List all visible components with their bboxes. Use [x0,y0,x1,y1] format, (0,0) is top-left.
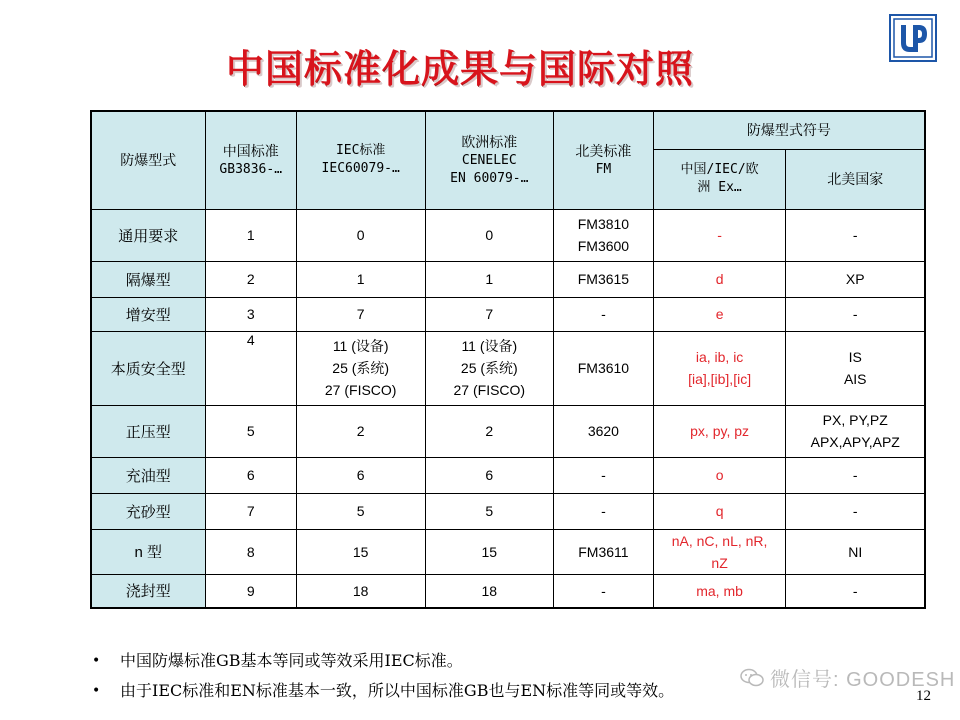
cell-eu [425,331,554,405]
cell-iec [296,457,425,493]
cell-type: 本质安全型 [91,331,205,405]
table-row [91,493,925,529]
cell-line: 7 [485,306,494,322]
table-row [91,209,925,261]
cell-line: 1 [356,271,365,287]
cell-line: - [601,503,606,519]
cell-na [554,297,654,331]
cell-line: 2 [485,423,494,439]
cell-symbol-ex [653,574,786,608]
cell-line: - [852,503,858,519]
cell-na [554,574,654,608]
cell-line: - [717,227,722,243]
cell-type: 增安型 [91,297,205,331]
slide-title: 中国标准化成果与国际对照 [225,47,694,91]
cell-symbol-ex [653,457,786,493]
cell-symbol-na [786,209,925,261]
cell-line: XP [845,271,865,287]
cell-symbol-ex [653,297,786,331]
cell-type: 充油型 [91,457,205,493]
cell-type: 充砂型 [91,493,205,529]
cell-line: nA, nC, nL, nR, [671,532,768,549]
wechat-icon [740,668,764,694]
cell-cn: 4 [205,331,296,405]
cell-line: 27 (FISCO) [324,382,397,398]
cell-line: 27 (FISCO) [453,382,526,398]
header-na-standard: 北美标准 FM [554,111,654,209]
cell-line: 25 (系统) [460,360,518,376]
cell-line: NI [848,543,863,560]
cell-eu [425,209,554,261]
cell-line: nZ [711,554,728,571]
cell-eu [425,493,554,529]
cell-cn: 2 [205,261,296,297]
cell-na [554,331,654,405]
cell-line: px, py, pz [690,423,750,439]
cell-line: 11 (设备) [461,338,518,354]
cell-na [554,405,654,457]
cell-type: 正压型 [91,405,205,457]
cell-line: - [852,467,858,483]
table-row [91,297,925,331]
header-iec-standard: IEC标准 IEC60079-… [296,111,425,209]
cell-iec [296,405,425,457]
cell-eu [425,457,554,493]
cell-cn: 5 [205,405,296,457]
cell-line: FM3611 [578,543,629,560]
cell-na [554,457,654,493]
cell-line: 7 [356,306,365,322]
cell-line: o [715,467,724,483]
cell-line: [ia],[ib],[ic] [688,371,752,387]
cell-symbol-na [786,493,925,529]
cell-line: 15 [481,543,498,560]
cell-line: 0 [356,227,365,243]
cell-symbol-ex [653,493,786,529]
cell-na [554,493,654,529]
cell-line: APX,APY,APZ [810,434,900,450]
cell-symbol-na [786,405,925,457]
table-row [91,529,925,574]
cell-eu [425,405,554,457]
table-row [91,574,925,608]
cell-line: AIS [843,371,867,387]
cell-line: 6 [485,467,494,483]
cell-cn: 1 [205,209,296,261]
cell-symbol-na [786,261,925,297]
header-symbol-group: 防爆型式符号 [653,111,925,149]
cell-line: IS [848,349,862,365]
cell-line: - [852,227,858,243]
cell-cn: 3 [205,297,296,331]
cell-line: ia, ib, ic [695,349,744,365]
cell-line: 25 (系统) [332,360,390,376]
cell-type: n 型 [91,529,205,574]
cell-line: 1 [485,271,494,287]
cell-na [554,261,654,297]
cell-na [554,209,654,261]
cell-line: 15 [352,543,369,560]
cell-line: 5 [356,503,365,519]
cell-line: PX, PY,PZ [822,412,888,428]
cell-symbol-ex [653,331,786,405]
cell-line: - [601,467,606,483]
cell-line: 18 [352,582,369,599]
cell-cn: 9 [205,574,296,608]
cell-symbol-ex [653,261,786,297]
bullet-icon: • [92,683,101,699]
cell-line: - [852,306,858,322]
cell-line: 0 [485,227,494,243]
cell-line: q [715,503,724,519]
cell-iec [296,331,425,405]
standards-comparison-table [90,110,926,609]
cell-line: e [715,306,724,322]
cell-line: 6 [356,467,365,483]
cell-iec [296,261,425,297]
header-type: 防爆型式 [91,111,205,209]
cell-line: d [715,271,724,287]
cell-symbol-na [786,529,925,574]
cell-symbol-na [786,331,925,405]
cell-line: - [852,582,858,599]
cell-eu [425,529,554,574]
cell-cn: 8 [205,529,296,574]
cell-symbol-na [786,297,925,331]
note-item: • 中国防爆标准GB基本等同或等效采用IEC标准。 [92,648,674,678]
notes-list [92,648,674,708]
cell-na [554,529,654,574]
note-item: • 由于IEC标准和EN标准基本一致，所以中国标准GB也与EN标准等同或等效。 [92,678,674,708]
header-symbol-na: 北美国家 [786,149,925,209]
cell-iec [296,529,425,574]
page-number: 12 [916,688,931,704]
cell-line: 2 [356,423,365,439]
cell-symbol-ex [653,405,786,457]
up-logo-icon [889,14,937,62]
cell-line: 3620 [587,423,619,439]
cell-line: 18 [481,582,498,599]
watermark: 微信号: GOODESH [740,663,955,694]
cell-line: 11 (设备) [332,338,389,354]
header-symbol-cn-iec-eu: 中国/IEC/欧 洲 Ex… [653,149,786,209]
cell-line: FM3615 [577,271,630,287]
cell-iec [296,574,425,608]
cell-type: 通用要求 [91,209,205,261]
cell-symbol-ex [653,209,786,261]
cell-line: FM3610 [577,360,630,376]
cell-type: 隔爆型 [91,261,205,297]
cell-line: - [601,582,606,599]
header-cn-standard: 中国标准 GB3836-… [205,111,296,209]
header-eu-standard: 欧洲标准 CENELEC EN 60079-… [425,111,554,209]
cell-iec [296,297,425,331]
bullet-icon: • [92,653,101,669]
cell-type: 浇封型 [91,574,205,608]
cell-cn: 7 [205,493,296,529]
cell-line: - [601,306,606,322]
cell-line: 5 [485,503,494,519]
cell-iec [296,493,425,529]
table-row [91,457,925,493]
cell-line: ma, mb [696,582,743,599]
table-row [91,405,925,457]
cell-eu [425,574,554,608]
cell-symbol-na [786,574,925,608]
cell-line: FM3810 [577,216,630,232]
cell-symbol-na [786,457,925,493]
cell-eu [425,297,554,331]
cell-cn: 6 [205,457,296,493]
cell-eu [425,261,554,297]
cell-line: FM3600 [577,238,630,254]
cell-symbol-ex [653,529,786,574]
table-row [91,261,925,297]
table-row [91,331,925,405]
cell-iec [296,209,425,261]
